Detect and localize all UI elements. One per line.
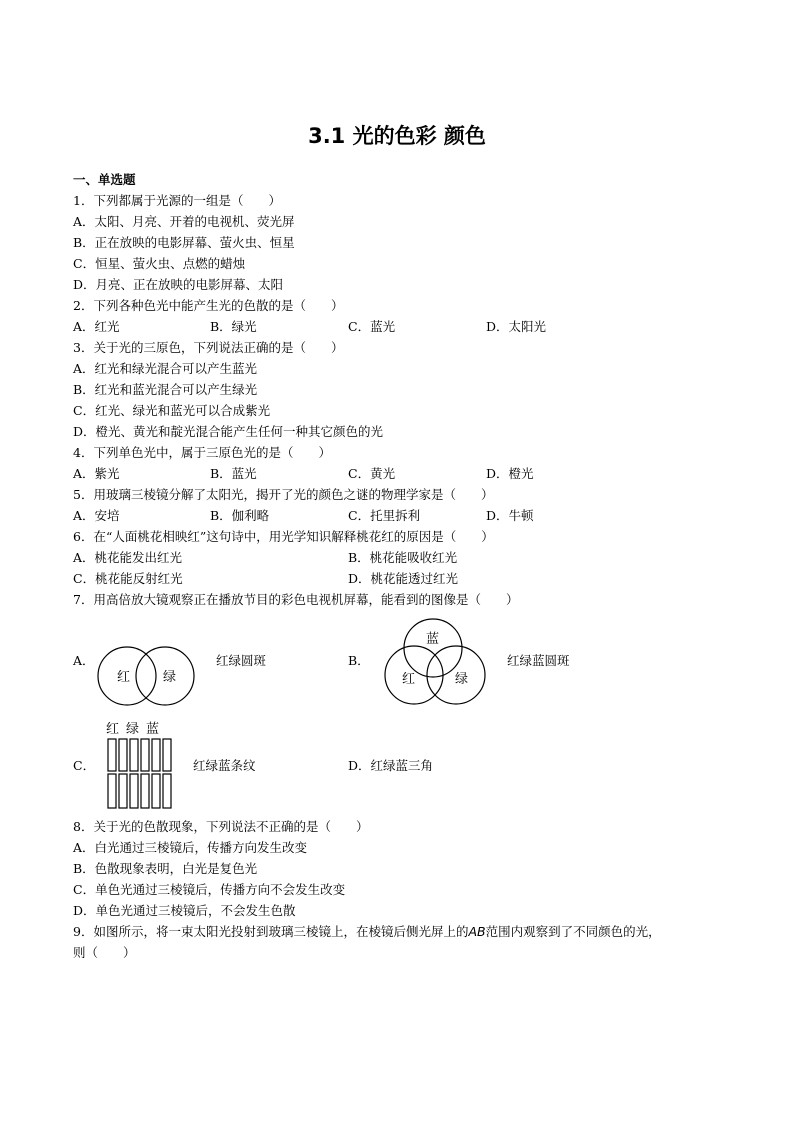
blue-circle — [404, 619, 462, 677]
fig-b-blue-label: 蓝 — [426, 632, 440, 647]
q4-option-c[interactable]: C．黄光 — [348, 466, 396, 481]
fig-c-green-label: 绿 — [126, 722, 140, 737]
q2-stem: 2．下列各种色光中能产生光的色散的是（ ） — [73, 298, 344, 313]
q4-option-b[interactable]: B．蓝光 — [210, 466, 257, 481]
q3-stem: 3．关于光的三原色，下列说法正确的是（ ） — [73, 340, 344, 355]
q9-stem-end: 则（ ） — [73, 945, 136, 960]
figure-rgb-circles — [381, 615, 491, 708]
q3-option-d[interactable]: D．橙光、黄光和靛光混合能产生任何一种其它颜色的光 — [73, 424, 384, 439]
q6-option-c[interactable]: C．桃花能反射红光 — [73, 571, 183, 586]
q6-option-b[interactable]: B．桃花能吸收红光 — [348, 550, 458, 565]
q2-option-d[interactable]: D．太阳光 — [486, 319, 547, 334]
q5-option-b[interactable]: B．伽利略 — [210, 508, 270, 523]
fig-c-blue-label: 蓝 — [146, 722, 160, 737]
q1-option-b[interactable]: B．正在放映的电影屏幕、萤火虫、恒星 — [73, 235, 295, 250]
stripe-grid — [108, 739, 171, 808]
q3-option-c[interactable]: C．红光、绿光和蓝光可以合成紫光 — [73, 403, 271, 418]
fig-b-red-label: 红 — [402, 672, 416, 687]
q2-option-a[interactable]: A．红光 — [73, 319, 120, 334]
q8-option-a[interactable]: A．白光通过三棱镜后，传播方向发生改变 — [73, 840, 308, 855]
q5-option-d[interactable]: D．牛顿 — [486, 508, 534, 523]
q9-stem-part2: 范围内观察到了不同颜色的光， — [485, 924, 661, 939]
q1-option-c[interactable]: C．恒星、萤火虫、点燃的蜡烛 — [73, 256, 246, 271]
q1-option-d[interactable]: D．月亮、正在放映的电影屏幕、太阳 — [73, 277, 284, 292]
q6-option-a[interactable]: A．桃花能发出红光 — [73, 550, 183, 565]
fig-b-green-label: 绿 — [455, 672, 469, 687]
q9-ab-range: AB — [468, 924, 486, 939]
q3-option-a[interactable]: A．红光和绿光混合可以产生蓝光 — [73, 361, 258, 376]
page-title: 3.1 光的色彩 颜色 — [308, 124, 486, 148]
q1-stem: 1．下列都属于光源的一组是（ ） — [73, 193, 281, 208]
q2-option-b[interactable]: B．绿光 — [210, 319, 257, 334]
q8-option-b[interactable]: B．色散现象表明，白光是复色光 — [73, 861, 258, 876]
q8-option-c[interactable]: C．单色光通过三棱镜后，传播方向不会发生改变 — [73, 882, 346, 897]
section-heading: 一、单选题 — [73, 172, 136, 187]
q9-stem — [73, 924, 661, 940]
q5-stem: 5．用玻璃三棱镜分解了太阳光，揭开了光的颜色之谜的物理学家是（ ） — [73, 487, 494, 502]
q7-option-d[interactable]: D．红绿蓝三角 — [348, 758, 434, 773]
q1-option-a[interactable]: A．太阳、月亮、开着的电视机、荧光屏 — [73, 214, 295, 229]
fig-a-green-label: 绿 — [163, 670, 177, 685]
q4-option-d[interactable]: D．橙光 — [486, 466, 534, 481]
q3-option-b[interactable]: B．红光和蓝光混合可以产生绿光 — [73, 382, 258, 397]
q5-option-a[interactable]: A．安培 — [73, 508, 120, 523]
q8-option-d[interactable]: D．单色光通过三棱镜后，不会发生色散 — [73, 903, 296, 918]
fig-a-red-label: 红 — [117, 670, 131, 685]
q7-option-c-label[interactable]: C． — [73, 758, 96, 773]
q7-option-b-label[interactable]: B． — [348, 653, 370, 668]
q7-caption-b: 红绿蓝圆斑 — [507, 653, 570, 668]
q6-stem: 6．在“人面桃花相映红”这句诗中，用光学知识解释桃花红的原因是（ ） — [73, 529, 494, 544]
q9-stem-part1: 9．如图所示，将一束太阳光投射到玻璃三棱镜上，在棱镜后侧光屏上的 — [73, 924, 469, 939]
q8-stem: 8．关于光的色散现象，下列说法不正确的是（ ） — [73, 819, 369, 834]
q5-option-c[interactable]: C．托里拆利 — [348, 508, 421, 523]
q4-option-a[interactable]: A．紫光 — [73, 466, 120, 481]
fig-c-red-label: 红 — [106, 722, 120, 737]
figure-rgb-stripes — [100, 719, 176, 811]
q7-caption-c: 红绿蓝条纹 — [193, 758, 256, 773]
q7-caption-a: 红绿圆斑 — [216, 653, 267, 668]
q6-option-d[interactable]: D．桃花能透过红光 — [348, 571, 459, 586]
q7-option-a-label[interactable]: A． — [73, 653, 95, 668]
q4-stem: 4．下列单色光中，属于三原色光的是（ ） — [73, 445, 331, 460]
figure-red-green-circles — [93, 643, 199, 709]
q7-stem: 7．用高倍放大镜观察正在播放节目的彩色电视机屏幕，能看到的图像是（ ） — [73, 592, 519, 607]
q2-option-c[interactable]: C．蓝光 — [348, 319, 396, 334]
